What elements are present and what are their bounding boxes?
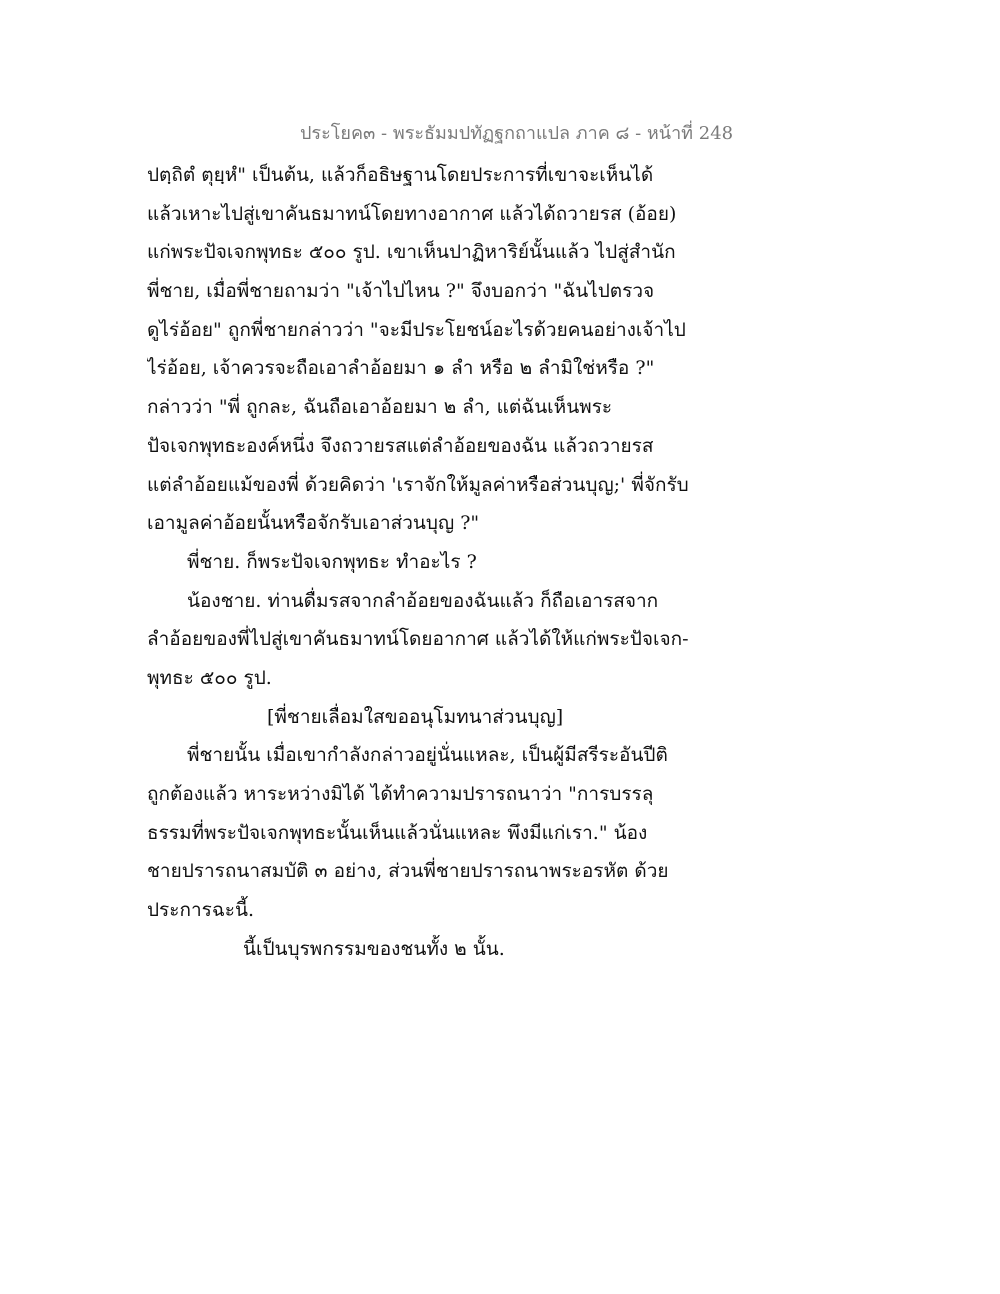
text-line: แล้วเหาะไปสู่เขาคันธมาทน์โดยทางอากาศ แล้วได้ถวายรส (อ้อย) xyxy=(147,202,677,225)
section-heading: [พี่ชายเลื่อมใสขออนุโมทนาส่วนบุญ] xyxy=(267,705,564,728)
closing-line: นี้เป็นบุรพกรรมของชนทั้ง ๒ นั้น. xyxy=(243,937,505,960)
text-line: กล่าวว่า "พี่ ถูกละ, ฉันถือเอาอ้อยมา ๒ ลำ, แต่ฉันเห็นพระ xyxy=(147,396,613,419)
body-text xyxy=(147,156,707,968)
text-line: พุทธะ ๕๐๐ รูป. xyxy=(147,666,272,689)
running-header: ประโยค๓ - พระธัมมปทัฏฐกถาแปล ภาค ๘ - หน้าที่ 248 xyxy=(300,123,734,144)
text-line: พี่ชาย, เมื่อพี่ชายถามว่า "เจ้าไปไหน ?" จึงบอกว่า "ฉันไปตรวจ xyxy=(147,280,655,303)
text-line: ลำอ้อยของพี่ไปสู่เขาคันธมาทน์โดยอากาศ แล้วได้ให้แก่พระปัจเจก- xyxy=(147,628,689,651)
text-line: เอามูลค่าอ้อยนั้นหรือจักรับเอาส่วนบุญ ?" xyxy=(147,512,480,535)
text-line: น้องชาย. ท่านดื่มรสจากลำอ้อยของฉันแล้ว ก็ถือเอารสจาก xyxy=(187,589,659,612)
text-line: ประการฉะนี้. xyxy=(147,899,255,922)
text-line: แต่ลำอ้อยแม้ของพี่ ด้วยคิดว่า 'เราจักให้มูลค่าหรือส่วนบุญ;' พี่จักรับ xyxy=(147,473,689,496)
text-line: ธรรมที่พระปัจเจกพุทธะนั้นเห็นแล้วนั่นแหละ พึงมีแก่เรา." น้อง xyxy=(147,821,648,844)
text-line: พี่ชายนั้น เมื่อเขากำลังกล่าวอยู่นั่นแหละ, เป็นผู้มีสรีระอันปีติ xyxy=(187,744,668,767)
text-line: ถูกต้องแล้ว หาระหว่างมิได้ ได้ทำความปรารถนาว่า "การบรรลุ xyxy=(147,783,654,805)
text-line: ปัจเจกพุทธะองค์หนึ่ง จึงถวายรสแต่ลำอ้อยของฉัน แล้วถวายรส xyxy=(147,434,654,457)
text-line: ชายปรารถนาสมบัติ ๓ อย่าง, ส่วนพี่ชายปรารถนาพระอรหัต ด้วย xyxy=(147,860,669,883)
text-line: แก่พระปัจเจกพุทธะ ๕๐๐ รูป. เขาเห็นปาฏิหาริย์นั้นแล้ว ไปสู่สำนัก xyxy=(147,241,676,264)
text-line: ปตฺถิตํ ตุยฺหํ" เป็นต้น, แล้วก็อธิษฐานโดยประการที่เขาจะเห็นได้ xyxy=(147,164,654,186)
text-line: ไร่อ้อย, เจ้าควรจะถือเอาลำอ้อยมา ๑ ลำ หรือ ๒ ลำมิใช่หรือ ?" xyxy=(147,357,655,380)
text-line: ดูไร่อ้อย" ถูกพี่ชายกล่าวว่า "จะมีประโยชน์อะไรด้วยคนอย่างเจ้าไป xyxy=(147,318,686,341)
text-line: พี่ชาย. ก็พระปัจเจกพุทธะ ทำอะไร ? xyxy=(187,550,477,573)
